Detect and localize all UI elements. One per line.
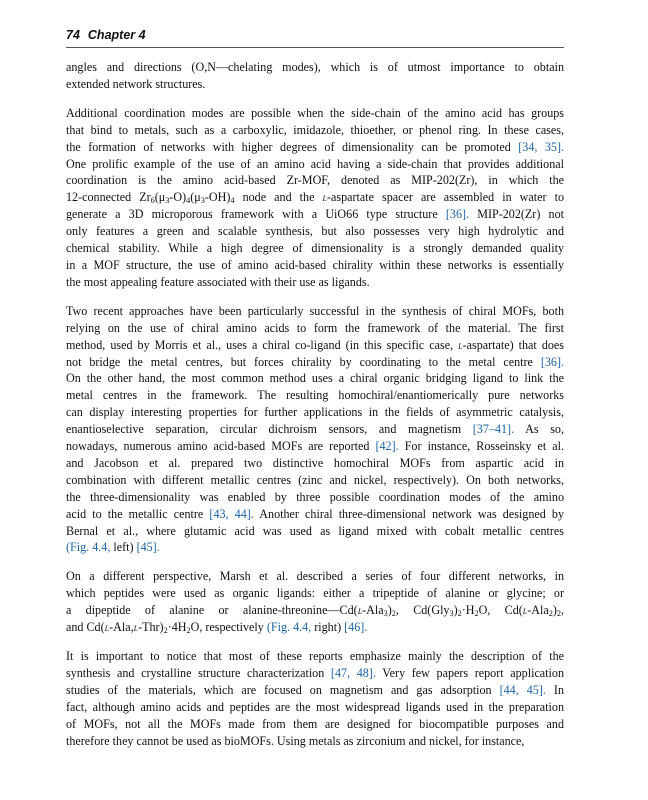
text-line: only features a green and scalable synthesis, but also possesses very high hydrolytic and (66, 224, 564, 239)
chapter-title: Chapter 4 (87, 28, 146, 42)
paragraph (66, 648, 564, 749)
text-line: Two recent approaches have been particularly successful in the synthesis of chiral MOFs, both (66, 303, 564, 318)
text-line: (Fig. 4.4, left) [45]. (66, 540, 160, 555)
citation-link[interactable]: [34, 35]. (518, 139, 564, 154)
text-line: 12-connected $Zr_6(\mu_3-O)_4(\mu_3-OH)_4$ node and the l-aspartate spacer are assembled in water to (66, 190, 565, 206)
text-line: On a different perspective, Marsh et al. described a series of four different networks, in (66, 569, 564, 584)
paragraph (66, 59, 564, 93)
text-line: On the other hand, the most common method uses a chiral organic bridging ligand to link the (66, 371, 564, 386)
citation-link[interactable]: [36]. (445, 207, 470, 222)
citation-link[interactable]: [46]. (344, 620, 368, 635)
text-line: combination with different metallic centres (zinc and nickel, respectively). On both networks, (66, 472, 564, 487)
text-line: therefore they cannot be used as bioMOFs. Using metals as zirconium and nickel, for instance, (66, 733, 525, 748)
text-line: that bind to metals, such as a carboxylic, imidazole, thioether, or phenol ring. In these cases, (66, 122, 564, 137)
text-line: Bernal et al., where glutamic acid was used as ligand mixed with cobalt metallic centres (66, 523, 564, 538)
text-line: relying on the use of chiral amino acids to form the framework of the material. The first (66, 320, 564, 335)
text-line: One prolific example of the use of an amino acid having a side-chain that provides additional (66, 156, 564, 171)
text-line: generate a 3D microporous framework with a UiO66 type structure [36]. MIP-202(Zr) not (66, 207, 564, 222)
page (66, 28, 564, 761)
text-line: not bridge the metal centres, but forces chirality by coordinating to the metal centre [36]. (66, 354, 564, 369)
text-line: coordination is the amino acid-based Zr-MOF, denoted as MIP-202(Zr), in which the (66, 173, 564, 188)
paragraph (66, 303, 564, 557)
citation-link[interactable]: [45]. (136, 540, 160, 555)
text-line: the three-dimensionality was enabled by three possible coordination modes of the amino (66, 489, 564, 504)
text-line: nowadays, numerous amino acid-based MOFs are reported [42]. For instance, Rosseinsky et al. (66, 439, 564, 454)
text-line: acid to the metallic centre [43, 44]. Another chiral three-dimensional network was designed by (66, 506, 565, 521)
paragraph (66, 568, 564, 636)
citation-link[interactable]: [37–41]. (472, 422, 515, 437)
text-line: fact, although amino acids and peptides are the most widespread ligands used in the preparation (66, 699, 564, 714)
text-line: of MOFs, not all the MOFs made from them are designed for biocompatible purposes and (66, 716, 564, 731)
text-line: and Jacobson et al. prepared two distinctive homochiral MOFs from aspartic acid in (66, 455, 564, 470)
citation-link[interactable]: [42]. (375, 439, 399, 454)
text-line: metal centres in the framework. The resulting homochiral/enantiomerically pure networks (66, 388, 564, 403)
citation-link[interactable]: [44, 45]. (499, 682, 546, 697)
text-line: in a MOF structure, the use of amino acid-based chirality within these networks is essentially (66, 257, 564, 272)
body-text (66, 59, 564, 749)
citation-link[interactable]: (Fig. 4.4, (66, 540, 111, 555)
page-number: 74 (66, 28, 80, 42)
text-line: extended network structures. (66, 76, 206, 91)
paragraph (66, 105, 564, 291)
text-line: which peptides were used as organic ligands: either a tripeptide of alanine or glycine; or (66, 586, 564, 601)
text-line: the most appealing feature associated with their use as ligands. (66, 274, 370, 289)
text-line: and $Cd(l-Ala,l-Thr)_2\cdot 4H_2O$, respectively (Fig. 4.4, right) [46]. (66, 620, 368, 636)
text-line: enantioselective separation, circular dichroism sensors, and magnetism [37–41]. As so, (66, 422, 564, 437)
text-line: chemical stability. While a high degree of dimensionality is a strongly demanded quality (66, 241, 564, 256)
citation-link[interactable]: [36]. (540, 354, 564, 369)
text-line: Additional coordination modes are possible when the side-chain of the amino acid has groups (66, 105, 564, 120)
citation-link[interactable]: (Fig. 4.4, (266, 620, 312, 635)
text-line: the formation of networks with higher degrees of dimensionality can be promoted [34, 35]. (66, 139, 564, 154)
text-line: studies of the materials, which are focused on magnetism and gas adsorption [44, 45]. In (66, 682, 564, 697)
citation-link[interactable]: [47, 48]. (330, 665, 376, 680)
text-line: can display interesting properties for further applications in the fields of asymmetric catalysis, (66, 405, 564, 420)
text-line: a dipeptide of alanine or alanine-$threonine—Cd(l-Ala_3)_2$, $Cd(Gly_3)_2\cdot H_2O$, $Cd(l-Ala_2)_2$, (66, 603, 565, 619)
text-line: method, used by Morris et al., uses a chiral co-ligand (in this specific case, l-aspartate) that does (66, 337, 564, 352)
citation-link[interactable]: [43, 44]. (209, 506, 254, 521)
text-line: angles and directions (O,N—chelating modes), which is of utmost importance to obtain (66, 60, 564, 74)
text-line: It is important to notice that most of these reports emphasize mainly the description of the (66, 649, 564, 663)
running-header (66, 28, 564, 48)
text-line: synthesis and crystalline structure characterization [47, 48]. Very few papers report application (66, 665, 564, 680)
